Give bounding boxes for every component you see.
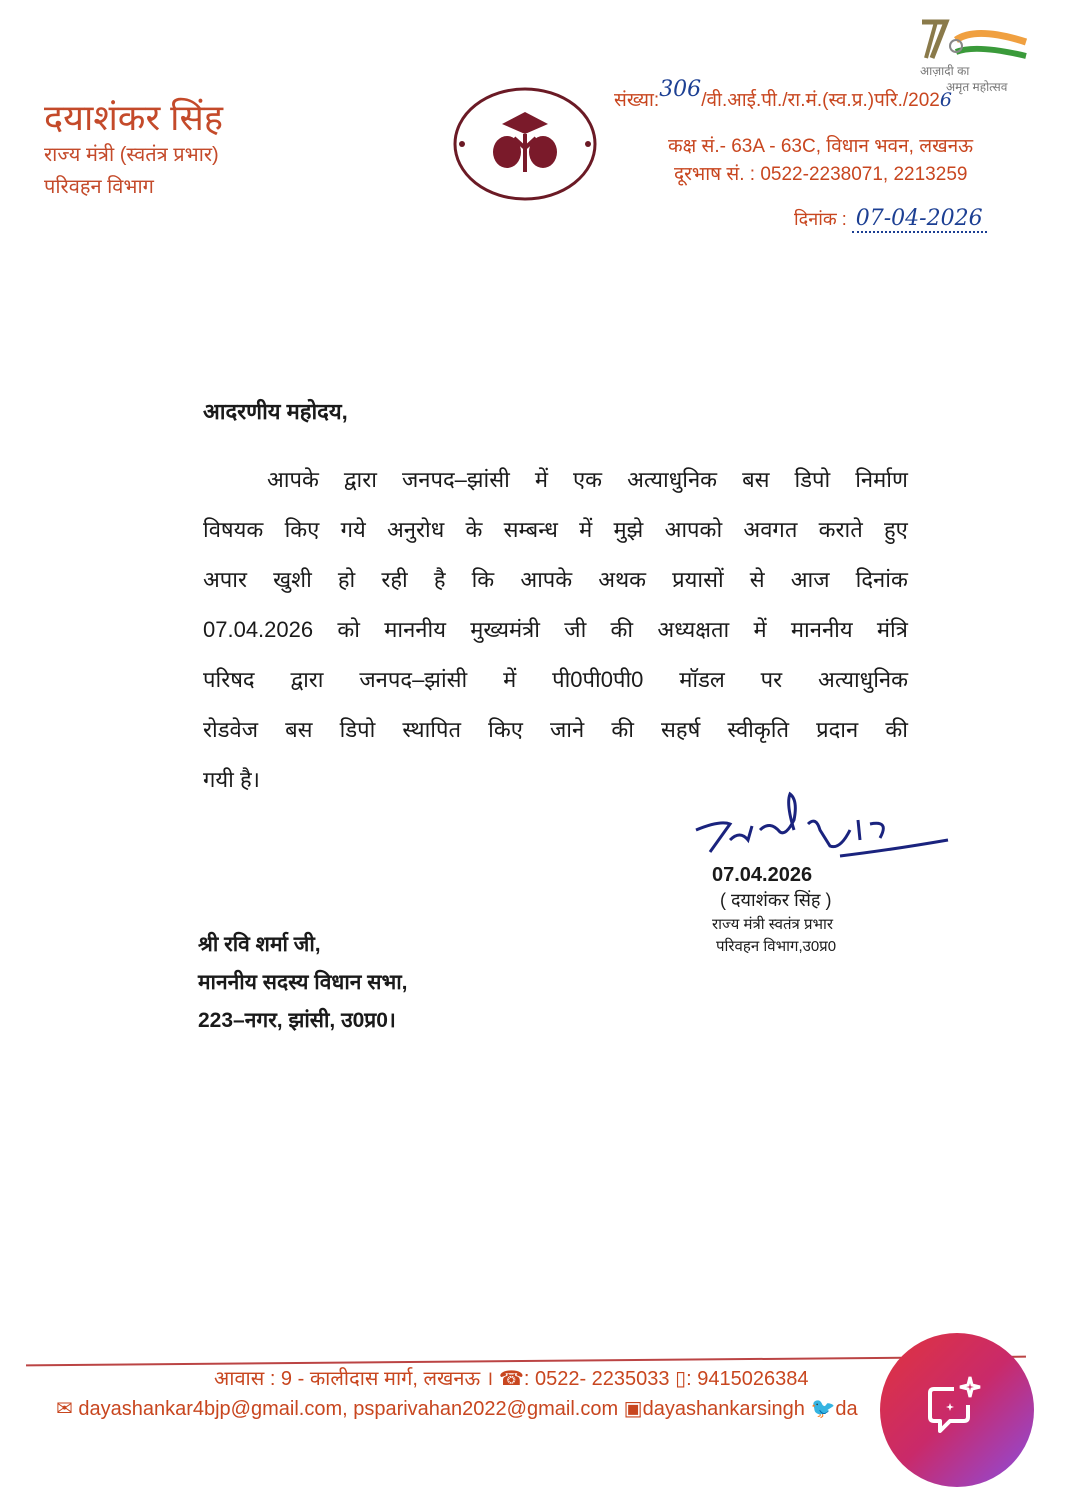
body-word: में: [503, 667, 517, 692]
body-word: आपके: [520, 567, 573, 592]
body-line: [203, 560, 908, 610]
body-word: जनपद–झांसी: [401, 467, 510, 492]
body-word: किए: [488, 717, 523, 742]
body-word: मुख्यमंत्री: [470, 617, 540, 642]
email-icon: ✉: [56, 1398, 73, 1420]
body-word: 07.04.2026: [203, 617, 314, 642]
sender-department: परिवहन विभाग: [44, 176, 154, 198]
body-line: [203, 710, 908, 760]
body-word: कराते: [818, 517, 863, 542]
body-word: रही: [381, 567, 408, 592]
body-word: सहर्ष: [661, 717, 701, 742]
body-word: मंत्रि: [876, 617, 908, 642]
body-word: माननीय: [790, 617, 853, 642]
ref-label: संख्या:: [614, 90, 660, 111]
body-word: पी0पी0पी0: [552, 667, 644, 692]
body-word: खुशी: [273, 567, 312, 592]
body-word: प्रदान: [816, 717, 859, 742]
body-word: को: [337, 617, 360, 642]
ref-number: 306: [659, 77, 702, 102]
body-word: के: [465, 517, 483, 542]
body-word: स्वीकृति: [727, 717, 790, 742]
body-word: मॉडल: [679, 667, 725, 692]
body-word: रोडवेज: [203, 717, 259, 742]
body-word: माननीय: [384, 617, 446, 642]
body-word: विषयक: [203, 517, 264, 542]
body-word: निर्माण: [855, 467, 908, 492]
signatory-name: ( दयाशंकर सिंह ): [720, 890, 832, 910]
azadi-text: आज़ादी का: [920, 64, 970, 78]
body-word: आज: [790, 567, 830, 592]
body-word: की: [610, 617, 634, 642]
sender-name: दयाशंकर सिंह: [44, 97, 223, 138]
body-word: हो: [337, 567, 356, 592]
signatory-designation: राज्य मंत्री स्वतंत्र प्रभार: [712, 916, 834, 933]
body-word: गये: [340, 517, 366, 542]
addressee-title: माननीय सदस्य विधान सभा,: [198, 971, 408, 994]
body-word: पर: [760, 667, 783, 692]
date-label: दिनांक :: [794, 209, 847, 229]
office-phone: दूरभाष सं. : 0522-2238071, 2213259: [674, 164, 968, 185]
sender-designation: राज्य मंत्री (स्वतंत्र प्रभार): [44, 144, 219, 166]
75-flag-icon: [916, 18, 1032, 64]
mobile-icon: ▯: [675, 1368, 687, 1390]
facebook-icon: ▣: [623, 1398, 643, 1420]
body-word: है: [433, 567, 446, 592]
date-value: 07-04-2026: [852, 206, 987, 233]
body-line: गयी है।: [203, 767, 260, 792]
body-word: अपार: [203, 567, 248, 592]
amrit-text: अमृत महोत्सव: [946, 80, 1008, 94]
body-word: जनपद–झांसी: [359, 667, 468, 692]
office-address: कक्ष सं.- 63A - 63C, विधान भवन, लखनऊ: [668, 136, 974, 157]
chat-sparkle-icon: [924, 1375, 984, 1435]
ref-suffix: /वी.आई.पी./रा.मं.(स्व.प्र.)परि./202: [701, 90, 940, 111]
body-word: परिषद: [203, 667, 255, 692]
ref-year-digit: 6: [939, 89, 952, 111]
body-word: से: [749, 567, 765, 592]
footer-contacts: [56, 1396, 858, 1421]
body-word: डिपो: [794, 467, 831, 492]
body-word: डिपो: [339, 717, 376, 742]
signatory-department: परिवहन विभाग,उ0प्र0: [716, 938, 837, 955]
letter-date: [794, 206, 987, 231]
body-word: स्थापित: [402, 717, 462, 742]
addressee-constituency: 223–नगर, झांसी, उ0प्र0।: [198, 1009, 396, 1032]
body-word: में: [753, 617, 767, 642]
body-line: [203, 660, 908, 710]
residence-address: आवास : 9 - कालीदास मार्ग, लखनऊ ।: [214, 1368, 494, 1390]
body-word: की: [611, 717, 634, 742]
body-word: आपके: [267, 467, 319, 492]
body-line: [203, 460, 908, 510]
body-word: एक: [573, 467, 603, 492]
body-word: अवगत: [743, 517, 798, 542]
body-word: सम्बन्ध: [503, 517, 558, 542]
up-government-seal: [452, 86, 598, 202]
body-word: में: [534, 467, 548, 492]
body-word: की: [885, 717, 908, 742]
ai-chat-floating-button[interactable]: [880, 1333, 1034, 1487]
footer-residence: [214, 1364, 808, 1391]
body-word: प्रयासों: [672, 567, 724, 592]
body-line: [203, 510, 908, 560]
body-line: [203, 610, 908, 660]
body-word: कि: [471, 567, 495, 592]
body-word: दिनांक: [855, 567, 908, 592]
twitter-icon: 🐦: [810, 1398, 836, 1420]
body-word: बस: [285, 717, 313, 742]
body-word: अथक: [598, 567, 647, 592]
telephone-icon: ☎: [498, 1368, 524, 1390]
twitter-handle: da: [835, 1398, 858, 1420]
body-word: अनुरोध: [386, 517, 445, 542]
letter-body: [203, 460, 908, 810]
body-word: मुझे: [613, 517, 644, 542]
body-word: बस: [742, 467, 770, 492]
body-word: जाने: [549, 717, 585, 742]
reference-number: [614, 77, 952, 112]
facebook-handle: dayashankarsingh: [642, 1398, 805, 1420]
body-word: जी: [564, 617, 587, 642]
handwritten-signature: [690, 790, 952, 870]
landline-number: : 0522- 2235033: [523, 1368, 670, 1390]
body-word: हुए: [884, 517, 908, 542]
signature-date: 07.04.2026: [712, 864, 813, 886]
mobile-number: : 9415026384: [686, 1368, 809, 1390]
body-word: आपको: [664, 517, 723, 542]
body-word: अत्याधुनिक: [627, 467, 718, 492]
body-word: में: [579, 517, 593, 542]
body-word: द्वारा: [290, 667, 324, 692]
salutation: आदरणीय महोदय,: [203, 399, 348, 424]
addressee-block: [198, 926, 407, 1040]
email-addresses: dayashankar4bjp@gmail.com, psparivahan2022@gmail.com: [78, 1398, 619, 1420]
body-word: द्वारा: [343, 467, 377, 492]
body-word: अत्याधुनिक: [818, 667, 908, 692]
addressee-name: श्री रवि शर्मा जी,: [198, 933, 321, 956]
body-word: अध्यक्षता: [657, 617, 730, 642]
body-word: किए: [284, 517, 320, 542]
